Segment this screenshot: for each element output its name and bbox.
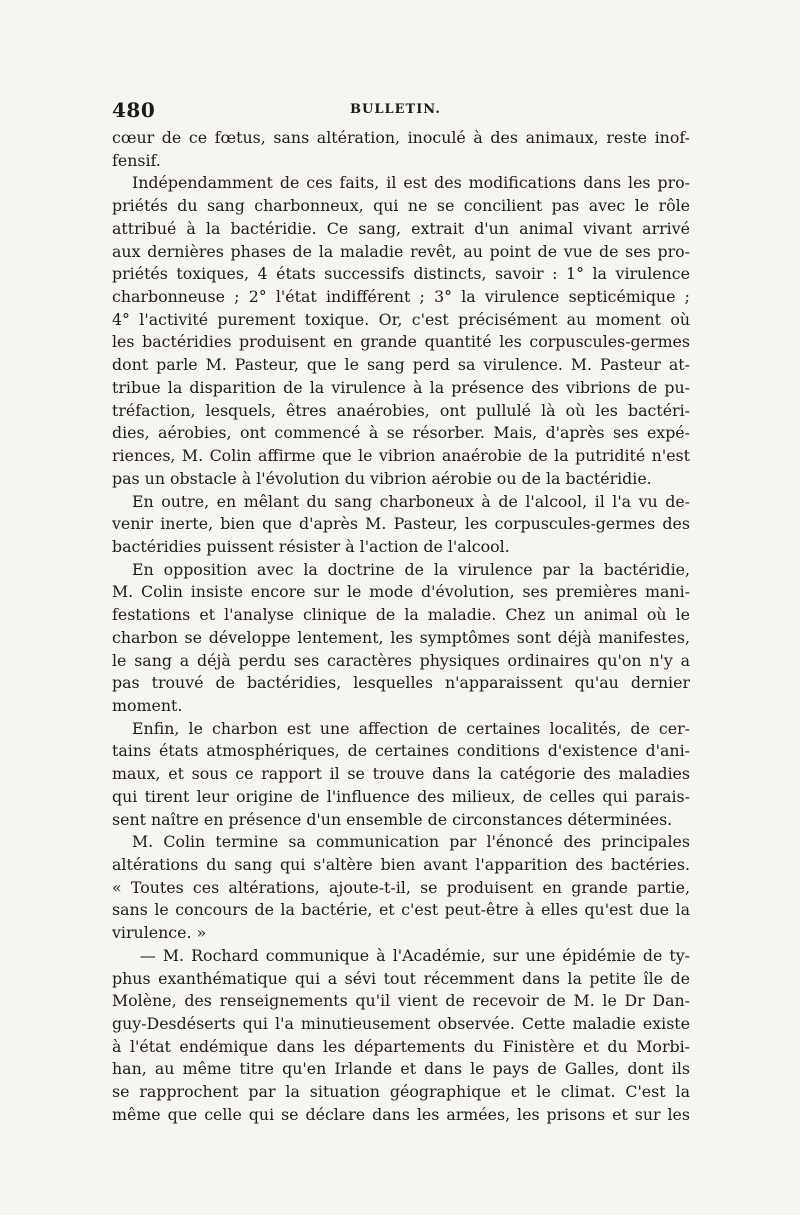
- text-line: aux dernières phases de la maladie revêt, au point de vue de ses pro-: [112, 241, 690, 261]
- text-line: « Toutes ces altérations, ajoute-t-il, se produisent en grande partie,: [112, 877, 690, 897]
- text-line: han, au même titre qu'en Irlande et dans le pays de Galles, dont ils: [112, 1059, 690, 1079]
- text-line: pas un obstacle à l'évolution du vibrion aérobie ou de la bactéridie.: [112, 468, 652, 488]
- text-line: sent naître en présence d'un ensemble de circonstances déterminées.: [112, 809, 673, 829]
- text-line: bactéridies puissent résister à l'action de l'alcool.: [112, 536, 510, 556]
- body-text: [112, 127, 690, 1127]
- text-line: — M. Rochard communique à l'Académie, sur une épidémie de ty-: [140, 945, 690, 965]
- text-line: venir inerte, bien que d'après M. Pasteur, les corpuscules-germes des: [112, 514, 690, 534]
- text-line: le sang a déjà perdu ses caractères physiques ordinaires qu'on n'y a: [112, 650, 690, 670]
- page-header: [112, 98, 690, 126]
- text-line: se rapprochent par la situation géographique et le climat. C'est la: [112, 1082, 690, 1102]
- text-line: charbon se développe lentement, les symptômes sont déjà manifestes,: [112, 627, 690, 647]
- text-line: tains états atmosphériques, de certaines conditions d'existence d'ani-: [112, 741, 690, 761]
- text-line: dont parle M. Pasteur, que le sang perd sa virulence. M. Pasteur at-: [112, 355, 690, 375]
- text-line: priétés du sang charbonneux, qui ne se concilient pas avec le rôle: [112, 196, 690, 216]
- text-line: charbonneuse ; 2° l'état indifférent ; 3° la virulence septicémique ;: [112, 287, 690, 307]
- text-line: sans le concours de la bactérie, et c'est peut-être à elles qu'est due la: [112, 900, 690, 920]
- text-line: les bactéridies produisent en grande quantité les corpuscules-germes: [112, 332, 690, 352]
- text-line: altérations du sang qui s'altère bien avant l'apparition des bactéries.: [112, 855, 690, 874]
- text-line: attribué à la bactéridie. Ce sang, extrait d'un animal vivant arrivé: [112, 218, 690, 238]
- text-line: M. Colin insiste encore sur le mode d'évolution, ses premières mani-: [112, 582, 690, 602]
- page-number: 480: [112, 98, 156, 122]
- text-line: priétés toxiques, 4 états successifs distincts, savoir : 1° la virulence: [112, 264, 690, 284]
- text-line: maux, et sous ce rapport il se trouve dans la catégorie des maladies: [112, 764, 690, 784]
- text-line: virulence. »: [112, 923, 207, 943]
- text-line: guy-Desdéserts qui l'a minutieusement observée. Cette maladie existe: [112, 1014, 690, 1034]
- text-line: Indépendamment de ces faits, il est des modifications dans les pro-: [132, 173, 690, 193]
- text-line: à l'état endémique dans les départements du Finistère et du Morbi-: [112, 1036, 690, 1056]
- text-line: tréfaction, lesquels, êtres anaérobies, ont pullulé là où les bactéri-: [112, 400, 690, 420]
- text-line: moment.: [112, 695, 183, 715]
- text-line: phus exanthématique qui a sévi tout récemment dans la petite île de: [112, 968, 690, 988]
- running-head: BULLETIN.: [350, 102, 441, 117]
- text-line: Molène, des renseignements qu'il vient de recevoir de M. le Dr Dan-: [112, 991, 690, 1011]
- text-line: dies, aérobies, ont commencé à se résorber. Mais, d'après ses expé-: [112, 423, 690, 443]
- text-line: En outre, en mêlant du sang charboneux à de l'alcool, il l'a vu de-: [132, 491, 690, 511]
- text-line: festations et l'analyse clinique de la maladie. Chez un animal où le: [112, 605, 690, 625]
- text-line: fensif.: [112, 150, 161, 170]
- text-line: cœur de ce fœtus, sans altération, inoculé à des animaux, reste inof-: [112, 128, 690, 147]
- text-line: tribue la disparition de la virulence à la présence des vibrions de pu-: [112, 377, 690, 397]
- text-line: riences, M. Colin affirme que le vibrion anaérobie de la putridité n'est: [112, 446, 690, 466]
- text-line: Enfin, le charbon est une affection de certaines localités, de cer-: [132, 718, 690, 738]
- text-line: qui tirent leur origine de l'influence des milieux, de celles qui parais-: [112, 786, 690, 806]
- text-line: M. Colin termine sa communication par l'énoncé des principales: [132, 832, 690, 852]
- text-line: En opposition avec la doctrine de la virulence par la bactéridie,: [132, 559, 690, 579]
- text-line: pas trouvé de bactéridies, lesquelles n'apparaissent qu'au dernier: [112, 673, 690, 693]
- text-line: même que celle qui se déclare dans les armées, les prisons et sur les: [112, 1104, 690, 1124]
- text-line: 4° l'activité purement toxique. Or, c'est précisément au moment où: [112, 309, 690, 329]
